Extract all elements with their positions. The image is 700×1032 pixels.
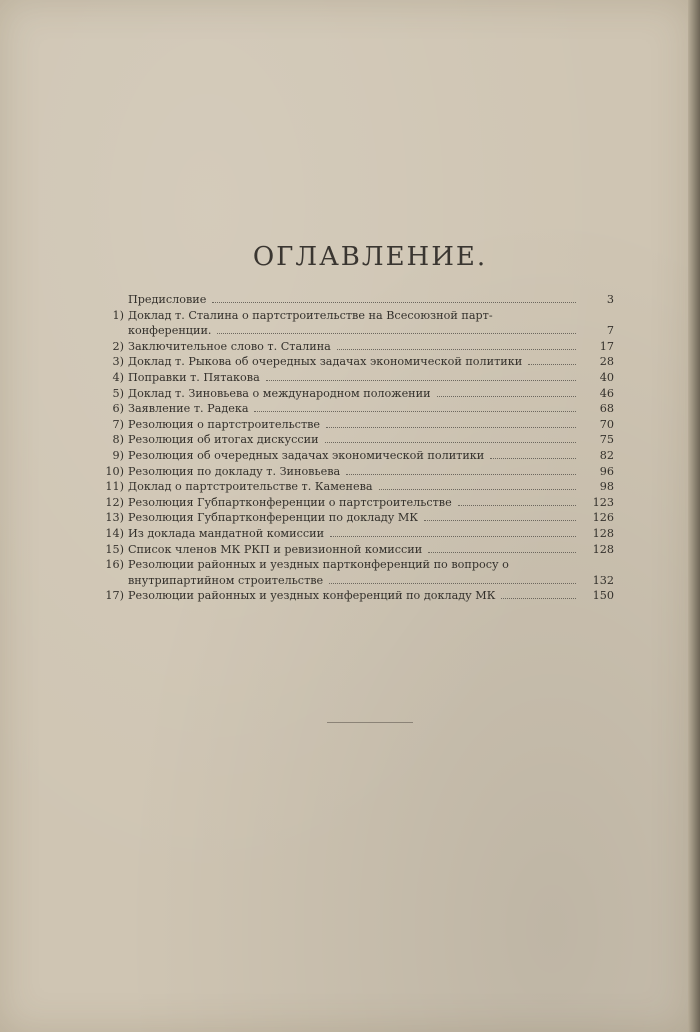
- toc-entry: [104, 339, 614, 355]
- toc-entry-title: Резолюция Губпартконференции по докладу МК: [128, 511, 419, 525]
- dot-leader: [217, 333, 576, 334]
- toc-entry-number: 8): [112, 433, 124, 447]
- toc-entry-page: 28: [599, 355, 614, 369]
- toc-entry-number: 11): [105, 480, 124, 494]
- toc-entry-page: 123: [592, 495, 614, 509]
- toc-entry: [104, 588, 614, 604]
- toc-entry-title: Доклад т. Зиновьева о международном положении: [128, 386, 431, 400]
- toc-entry-title: Заявление т. Радека: [128, 402, 249, 416]
- toc-entry-title: Доклад т. Сталина о партстроительстве на Всесоюзной парт-: [128, 308, 493, 322]
- dot-leader: [326, 427, 576, 428]
- dot-leader: [424, 520, 576, 521]
- toc-entry: [104, 495, 614, 511]
- page-title: ОГЛАВЛЕНИЕ.: [252, 242, 488, 272]
- table-of-contents: [104, 292, 614, 604]
- toc-entry-number: 7): [112, 417, 124, 431]
- toc-entry-continuation: конференции.: [128, 324, 212, 338]
- toc-entry: [104, 370, 614, 386]
- toc-entry-number: 5): [112, 386, 124, 400]
- toc-entry: [104, 432, 614, 448]
- toc-entry: [104, 308, 614, 339]
- toc-entry-page: 98: [599, 480, 614, 494]
- toc-entry-number: 15): [105, 542, 124, 556]
- toc-entry: [104, 510, 614, 526]
- dot-leader: [325, 442, 576, 443]
- toc-entry: [104, 386, 614, 402]
- dot-leader: [266, 380, 576, 381]
- toc-entry-page: 150: [592, 589, 614, 603]
- dot-leader: [346, 474, 576, 475]
- dot-leader: [212, 302, 576, 303]
- toc-entry-title: Поправки т. Пятакова: [128, 370, 260, 384]
- toc-entry-page: 7: [606, 324, 614, 338]
- toc-entry-title: Резолюция об итогах дискуссии: [128, 433, 319, 447]
- dot-leader: [490, 458, 576, 459]
- toc-entry-page: 3: [606, 293, 614, 306]
- toc-entry-title: Резолюции районных и уездных конференций по докладу МК: [128, 589, 496, 603]
- toc-entry-number: 14): [105, 526, 124, 540]
- toc-entry-page: 17: [599, 339, 614, 353]
- toc-entry-title: Список членов МК РКП и ревизионной комиссии: [128, 542, 423, 556]
- toc-entry: [104, 448, 614, 464]
- toc-entry-continuation: внутрипартийном строительстве: [128, 573, 324, 587]
- toc-entry-number: 2): [112, 339, 124, 353]
- toc-entry-page: 126: [592, 511, 614, 525]
- toc-entry-number: 3): [112, 355, 124, 369]
- dot-leader: [330, 536, 576, 537]
- toc-entry-title: Резолюция об очередных задачах экономической политики: [128, 448, 485, 462]
- toc-entry: [104, 557, 614, 588]
- toc-entry-page: 128: [592, 542, 614, 556]
- toc-entry: [104, 526, 614, 542]
- toc-entry-title: Доклад т. Рыкова об очередных задачах экономической политики: [128, 355, 523, 369]
- dot-leader: [329, 583, 576, 584]
- toc-entry: [104, 464, 614, 480]
- toc-entry-page: 82: [599, 448, 614, 462]
- toc-entry-number: 10): [105, 464, 124, 478]
- toc-entry: [104, 417, 614, 433]
- dot-leader: [254, 411, 576, 412]
- divider-rule: [327, 722, 413, 723]
- toc-entry-page: 70: [599, 417, 614, 431]
- toc-entry-title: Резолюция по докладу т. Зиновьева: [128, 464, 341, 478]
- toc-entry-title: Резолюции районных и уездных партконференций по вопросу о: [128, 558, 509, 572]
- toc-entry-title: Резолюция о партстроительстве: [128, 417, 321, 431]
- toc-entry-page: 96: [599, 464, 614, 478]
- toc-entry-page: 46: [599, 386, 614, 400]
- toc-entry: [104, 479, 614, 495]
- toc-entry-number: 12): [105, 495, 124, 509]
- toc-entry-number: 6): [112, 402, 124, 416]
- dot-leader: [458, 505, 576, 506]
- toc-entry-page: 128: [592, 526, 614, 540]
- toc-entry: [104, 401, 614, 417]
- toc-entry-page: 132: [592, 573, 614, 587]
- toc-entry-page: 75: [599, 433, 614, 447]
- toc-entry-title: Доклад о партстроительстве т. Каменева: [128, 480, 373, 494]
- toc-entry-number: 9): [112, 448, 124, 462]
- toc-entry-title: Из доклада мандатной комиссии: [128, 526, 325, 540]
- toc-entry-page: 40: [599, 370, 614, 384]
- page-edge-shadow: [688, 0, 700, 1032]
- toc-entry-number: 1): [112, 308, 124, 322]
- toc-entry-number: 17): [105, 589, 124, 603]
- toc-entry: [104, 354, 614, 370]
- dot-leader: [379, 489, 576, 490]
- toc-entry-number: 13): [105, 511, 124, 525]
- dot-leader: [528, 364, 576, 365]
- toc-entry-number: 4): [112, 370, 124, 384]
- toc-entry: [104, 292, 614, 308]
- toc-entry-title: Заключительное слово т. Сталина: [128, 339, 331, 353]
- dot-leader: [437, 396, 576, 397]
- dot-leader: [337, 349, 576, 350]
- toc-entry-page: 68: [599, 402, 614, 416]
- dot-leader: [428, 552, 576, 553]
- toc-entry: [104, 542, 614, 558]
- toc-entry-number: 16): [105, 558, 124, 572]
- toc-entry-title: Резолюция Губпартконференции о партстроительстве: [128, 495, 452, 509]
- dot-leader: [501, 598, 576, 599]
- toc-entry-title: Предисловие: [128, 293, 207, 306]
